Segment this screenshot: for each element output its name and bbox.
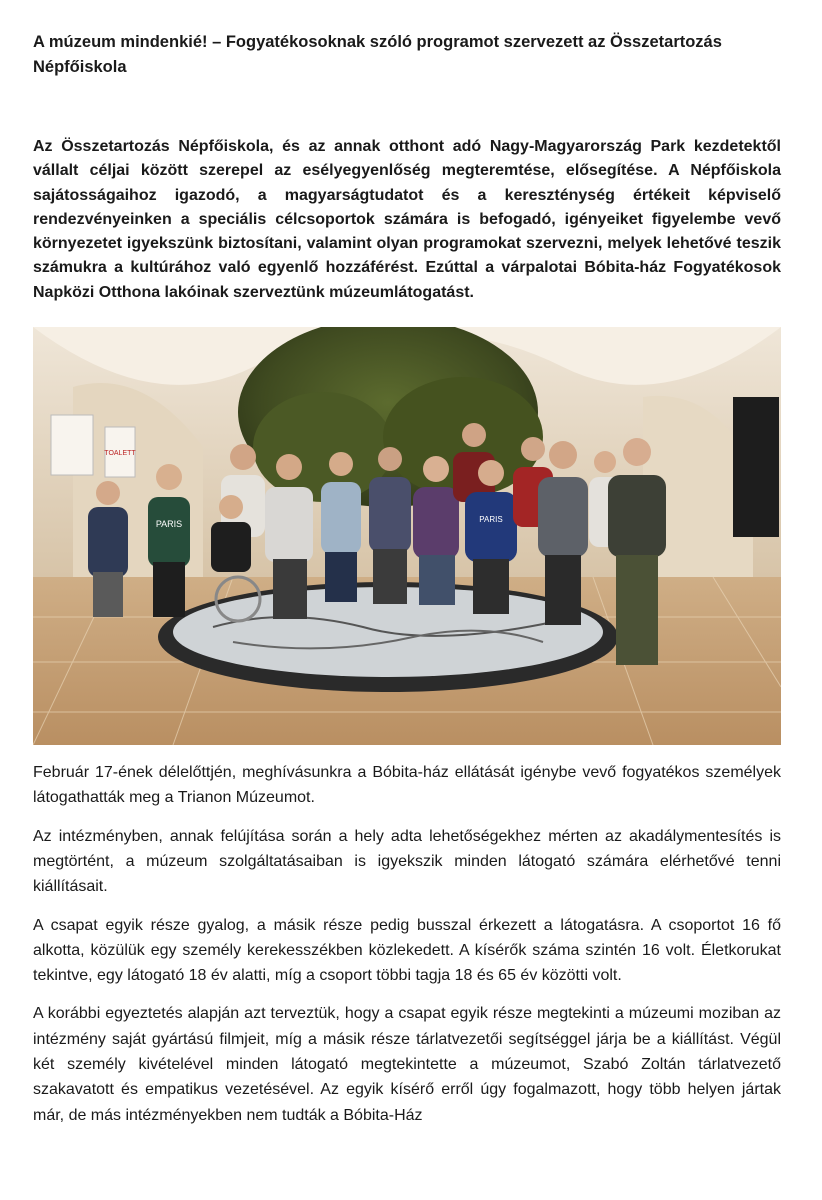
paragraph-3: A csapat egyik része gyalog, a másik része pedig busszal érkezett a látogatásra. A csoportot 16 fő alkotta, közülük egy személy kerekesszékben közlekedett. A kísérők száma szintén 16 volt. Életkorukat tekintve, egy látogató 18 év alatti, míg a csoport többi tagja 18 és 65 év közötti volt. bbox=[33, 916, 781, 985]
article-title: A múzeum mindenkié! – Fogyatékosoknak szóló programot szervezett az Összetartozás Népfőiskola bbox=[33, 33, 722, 76]
group-photo-illustration bbox=[33, 327, 781, 745]
toilet-sign: TOALETT bbox=[104, 450, 136, 458]
paragraph-1: Február 17-ének délelőttjén, meghívásunkra a Bóbita-ház ellátását igénybe vevő fogyatékos személyek látogathatták meg a Trianon Múzeumot. bbox=[33, 764, 781, 807]
paragraph-2: Az intézményben, annak felújítása során a hely adta lehetőségekhez mérten az akadálymentesítés is megtörtént, a múzeum szolgáltatásaiban is igyekszik minden látogató számára elérhetővé tenni kiállításait. bbox=[33, 827, 781, 896]
article bbox=[33, 30, 781, 1128]
shirt-print: PARIS bbox=[155, 519, 183, 530]
article-intro: Az Összetartozás Népfőiskola, és az annak otthont adó Nagy-Magyarország Park kezdetektől vállalt céljai között szerepel az esélyegyenlőség megteremtése, elősegítése. A Népfőiskola sajátosságaihoz igazodó, a magyarságtudatot és a kereszténység értékeit képviselő rendezvényeinken a speciális célcsoportok számára is befogadó, igényeiket figyelembe vevő környezetet igyekszünk biztosítani, valamint olyan programokat szervezni, melyek lehetővé teszik számukra a kultúrához való egyenlő hozzáférést. Ezúttal a várpalotai Bóbita-ház Fogyatékosok Napközi Otthona lakóinak szerveztünk múzeumlátogatást. bbox=[33, 138, 781, 301]
shirt-print-2: PARIS bbox=[479, 515, 503, 525]
paragraph-4: A korábbi egyeztetés alapján azt terveztük, hogy a csapat egyik része megtekinti a múzeumi moziban az intézmény saját gyártású filmjeit, míg a másik része tárlatvezetői segítséggel járja be a kiállítást. Végül két személy kivételével minden látogató megtekintette a múzeumot, Szabó Zoltán tárlatvezető szakavatott és empatikus vezetésével. Az egyik kísérő erről úgy fogalmazott, hogy több helyen jártak már, de más intézményekben nem tudták a Bóbita-Ház bbox=[33, 1005, 781, 1124]
group-photo bbox=[33, 327, 781, 745]
